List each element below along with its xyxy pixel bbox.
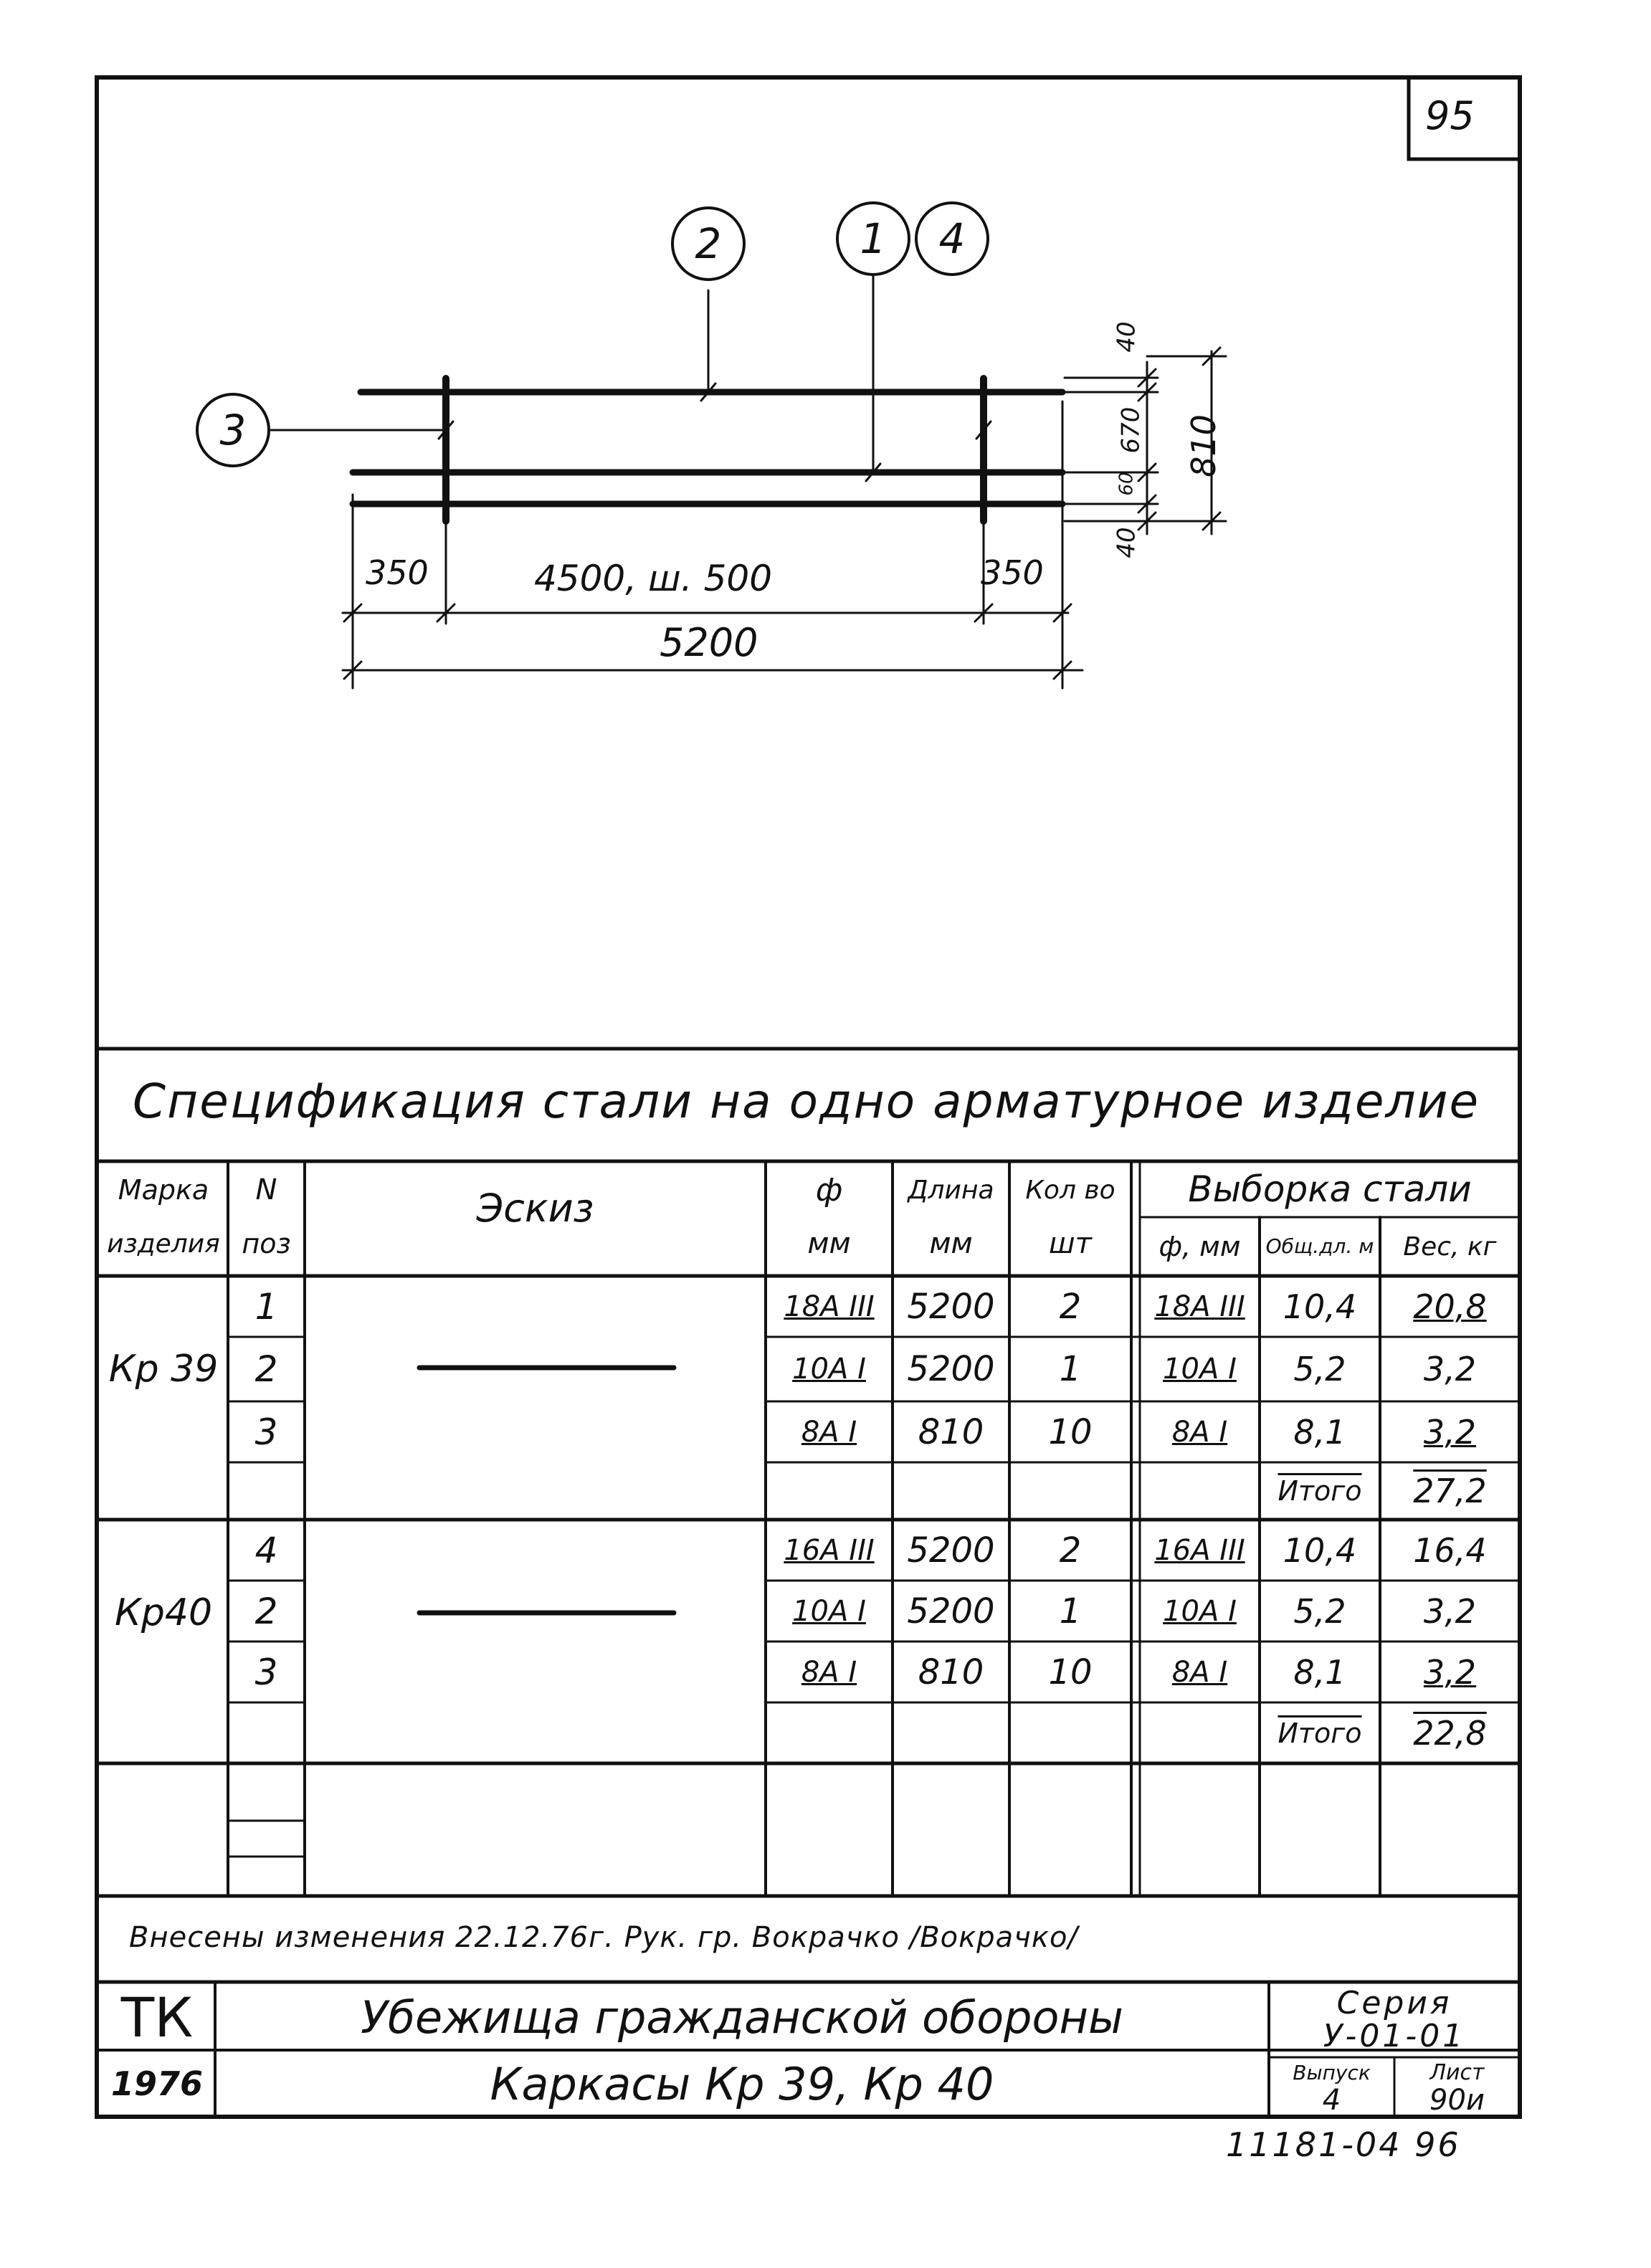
table-cell-sel-len: 10,4	[1283, 1530, 1357, 1570]
table-cell-diam: 8А I	[801, 1655, 857, 1689]
issue-value: 4	[1322, 2084, 1341, 2117]
table-cell-diam: 10А I	[792, 1594, 866, 1628]
callout-label-3: 3	[219, 406, 247, 454]
header-length-2: мм	[929, 1227, 973, 1260]
dim-right-end: 350	[981, 553, 1044, 592]
header-selection: Выборка стали	[1188, 1168, 1472, 1210]
table-cell-qty: 1	[1059, 1349, 1082, 1389]
table-cell-sel-len: 8,1	[1293, 1652, 1346, 1692]
table-cell-weight: 3,2	[1423, 1591, 1477, 1631]
table-cell-pos: 1	[254, 1285, 278, 1328]
table-cell-weight: 3,2	[1423, 1412, 1477, 1452]
dim-v-mid: 670	[1116, 406, 1146, 454]
group-mark-kr40: Кр40	[114, 1591, 213, 1634]
sheet-value: 90и	[1429, 2084, 1485, 2117]
table-cell-sel-diam: 8А I	[1171, 1415, 1228, 1449]
table-total-value: 22,8	[1413, 1713, 1487, 1753]
header-sketch: Эскиз	[476, 1185, 594, 1231]
table-cell-qty: 2	[1059, 1530, 1082, 1571]
spec-title: Спецификация стали на одно арматурное изделие	[133, 1074, 1480, 1129]
dim-total: 5200	[660, 620, 758, 665]
table-cell-sel-len: 10,4	[1283, 1287, 1357, 1326]
header-sel-weight: Вес, кг	[1403, 1231, 1497, 1262]
dim-v-top: 40	[1112, 321, 1141, 353]
table-cell-pos: 3	[254, 1411, 278, 1453]
table-cell-sel-diam: 16А III	[1154, 1533, 1245, 1567]
dim-left-end: 350	[366, 553, 429, 592]
table-cell-qty: 2	[1059, 1286, 1082, 1327]
table-cell-length: 5200	[907, 1591, 995, 1631]
table-cell-diam: 16А III	[784, 1533, 875, 1567]
sheet-label: Лист	[1429, 2059, 1485, 2085]
table-cell-pos: 4	[254, 1529, 278, 1571]
dim-middle: 4500, ш. 500	[534, 558, 773, 599]
table-cell-sel-diam: 18А III	[1154, 1290, 1245, 1323]
dim-v-total: 810	[1184, 414, 1223, 477]
table-cell-sel-len: 5,2	[1293, 1591, 1346, 1631]
project-title: Убежища гражданской обороны	[361, 1991, 1123, 2044]
header-pos-2: поз	[242, 1228, 291, 1259]
table-cell-qty: 10	[1048, 1411, 1093, 1452]
table-cell-length: 5200	[907, 1286, 995, 1327]
table-cell-pos: 2	[254, 1348, 278, 1390]
archive-number: 11181-04 96	[1226, 2125, 1461, 2164]
table-cell-weight: 20,8	[1413, 1287, 1487, 1326]
table-cell-pos: 2	[254, 1590, 278, 1632]
header-diam-1: ф	[815, 1171, 843, 1209]
table-total-value: 27,2	[1413, 1472, 1487, 1510]
callout-label-4: 4	[938, 214, 966, 263]
header-mark-1: Марка	[118, 1174, 209, 1206]
changes-note: Внесены изменения 22.12.76г. Рук. гр. Вокрачко /Вокрачко/	[129, 1921, 1078, 1954]
table-cell-diam: 10А I	[792, 1353, 866, 1386]
table-cell-sel-len: 5,2	[1293, 1350, 1346, 1388]
header-sel-len: Общ.дл. м	[1265, 1234, 1374, 1258]
callout-label-2: 2	[695, 219, 722, 268]
header-pos-1: N	[255, 1173, 277, 1206]
callout-label-1: 1	[860, 214, 887, 263]
year: 1976	[110, 2064, 204, 2103]
table-cell-qty: 1	[1059, 1591, 1082, 1631]
table-cell-weight: 16,4	[1413, 1530, 1487, 1570]
issue-label: Выпуск	[1293, 2060, 1371, 2084]
header-diam-2: мм	[807, 1227, 851, 1260]
header-length-1: Длина	[908, 1175, 994, 1205]
header-qty-2: шт	[1049, 1227, 1092, 1260]
table-cell-length: 5200	[907, 1349, 995, 1389]
table-total-label: Итого	[1277, 1717, 1362, 1749]
header-qty-1: Кол во	[1025, 1175, 1115, 1205]
table-cell-diam: 8А I	[801, 1415, 857, 1449]
table-cell-weight: 3,2	[1423, 1350, 1477, 1388]
table-cell-length: 5200	[907, 1530, 995, 1571]
header-mark-2: изделия	[107, 1229, 220, 1259]
org-stamp: ТК	[120, 1985, 194, 2049]
dim-v-small: 60	[1115, 472, 1138, 496]
table-cell-diam: 18А III	[784, 1290, 875, 1323]
table-cell-length: 810	[918, 1652, 984, 1692]
table-total-label: Итого	[1277, 1475, 1362, 1507]
table-cell-pos: 3	[254, 1651, 278, 1693]
table-cell-sel-diam: 10А I	[1163, 1594, 1237, 1628]
table-cell-length: 810	[918, 1411, 984, 1452]
table-cell-sel-len: 8,1	[1293, 1412, 1346, 1452]
table-cell-qty: 10	[1048, 1652, 1093, 1692]
table-cell-weight: 3,2	[1423, 1652, 1477, 1692]
sheet-number: 95	[1425, 93, 1475, 138]
table-cell-sel-diam: 8А I	[1171, 1655, 1228, 1689]
table-cell-sel-diam: 10А I	[1163, 1353, 1237, 1386]
header-sel-diam: ф, мм	[1158, 1231, 1241, 1262]
sheet-title: Каркасы Кр 39, Кр 40	[490, 2057, 994, 2110]
series-value: У-01-01	[1323, 2017, 1466, 2054]
group-mark-kr39: Кр 39	[108, 1348, 219, 1391]
series-label: Серия	[1336, 1984, 1452, 2021]
dim-v-bottom: 40	[1112, 527, 1141, 558]
